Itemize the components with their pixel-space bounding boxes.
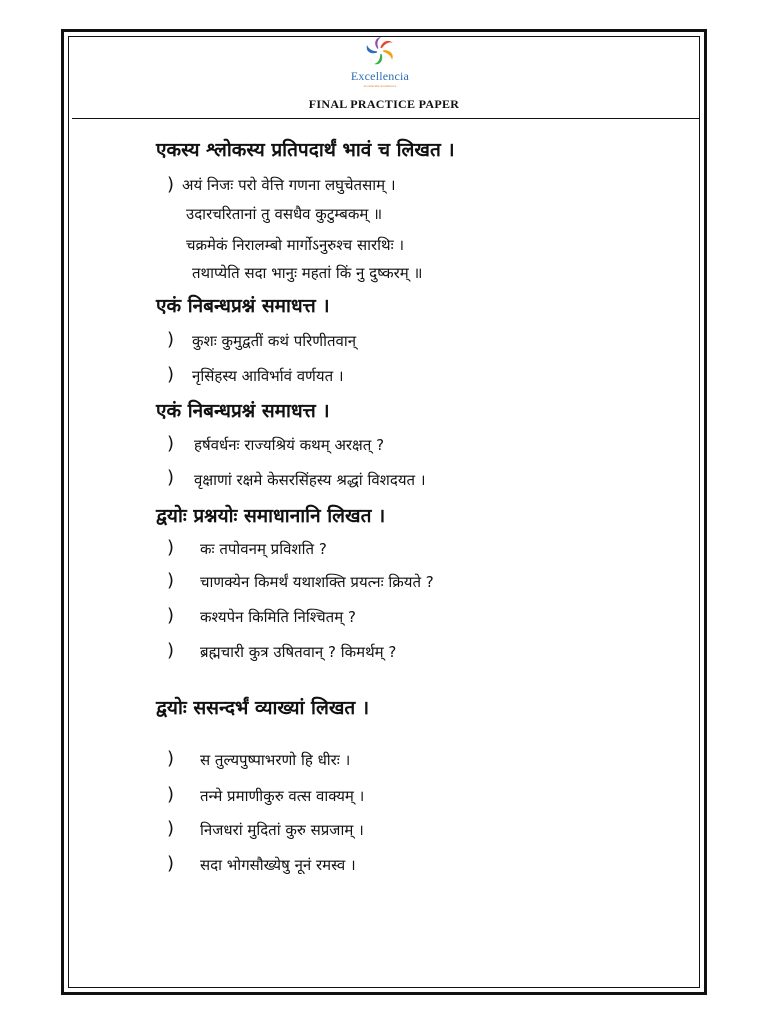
- section-heading-5: द्वयोः ससन्दर्भं व्याख्यां लिखत ।: [156, 697, 370, 719]
- verse-line-1: अयं निजः परो वेत्ति गणना लघुचेतसाम् ।: [182, 176, 396, 194]
- item-marker: ): [167, 605, 175, 626]
- question-item: सदा भोगसौख्येषु नूनं रमस्व ।: [200, 856, 356, 874]
- item-marker: ): [167, 853, 175, 874]
- verse-line-4: तथाप्येति सदा भानुः महतां किं नु दुष्करम् ॥: [192, 264, 423, 282]
- question-item: स तुल्यपुष्पाभरणो हि धीरः ।: [200, 751, 351, 769]
- question-item: कश्यपेन किमिति निश्चितम् ?: [200, 608, 356, 626]
- question-item: हर्षवर्धनः राज्यश्रियं कथम् अरक्षत् ?: [194, 436, 385, 454]
- item-marker: ): [167, 640, 175, 661]
- section-heading-2: एकं निबन्धप्रश्नं समाधत्त ।: [156, 295, 330, 317]
- paper-title: FINAL PRACTICE PAPER: [308, 97, 460, 111]
- item-marker: ): [167, 329, 175, 350]
- question-item: ब्रह्मचारी कुत्र उषितवान् ? किमर्थम् ?: [200, 643, 397, 661]
- item-marker: ): [167, 784, 175, 805]
- brand-name: Excellencia: [350, 69, 410, 83]
- question-item: कुशः कुमुद्वतीं कथं परिणीतवान्: [192, 332, 357, 350]
- brand-tagline: accelerate excellence: [363, 84, 397, 88]
- item-marker: ): [167, 364, 175, 385]
- verse-line-2: उदारचरितानां तु वसधैव कुटुम्बकम् ॥: [186, 205, 383, 223]
- question-item: नृसिंहस्य आविर्भावं वर्णयत ।: [192, 367, 344, 385]
- item-marker: ): [167, 570, 175, 591]
- item-marker: ): [167, 433, 175, 454]
- swirl-logo-icon: [362, 34, 398, 68]
- question-item: चाणक्येन किमर्थं यथाशक्ति प्रयत्नः क्रियते ?: [200, 573, 434, 591]
- section-heading-1: एकस्य श्लोकस्य प्रतिपदार्थं भावं च लिखत ।: [156, 139, 455, 161]
- item-marker: ): [167, 467, 175, 488]
- question-item: तन्मे प्रमाणीकुरु वत्स वाक्यम् ।: [200, 787, 365, 805]
- question-item: कः तपोवनम् प्रविशति ?: [200, 540, 327, 558]
- title-divider: [72, 118, 700, 119]
- item-marker: ): [167, 537, 175, 558]
- verse-line-3: चक्रमेकं निरालम्बो मार्गोऽनुरुश्च सारथिः ।: [186, 236, 405, 254]
- excellencia-logo: [340, 34, 420, 88]
- item-marker: ): [167, 818, 175, 839]
- section-heading-4: द्वयोः प्रश्नयोः समाधानानि लिखत ।: [156, 505, 386, 527]
- question-item: वृक्षाणां रक्षमे केसरसिंहस्य श्रद्धां विशदयत ।: [194, 471, 426, 489]
- question-item: निजधरां मुदितां कुरु सप्रजाम् ।: [200, 821, 364, 839]
- item-marker: ): [167, 174, 175, 195]
- item-marker: ): [167, 748, 175, 769]
- section-heading-3: एकं निबन्धप्रश्नं समाधत्त ।: [156, 400, 330, 422]
